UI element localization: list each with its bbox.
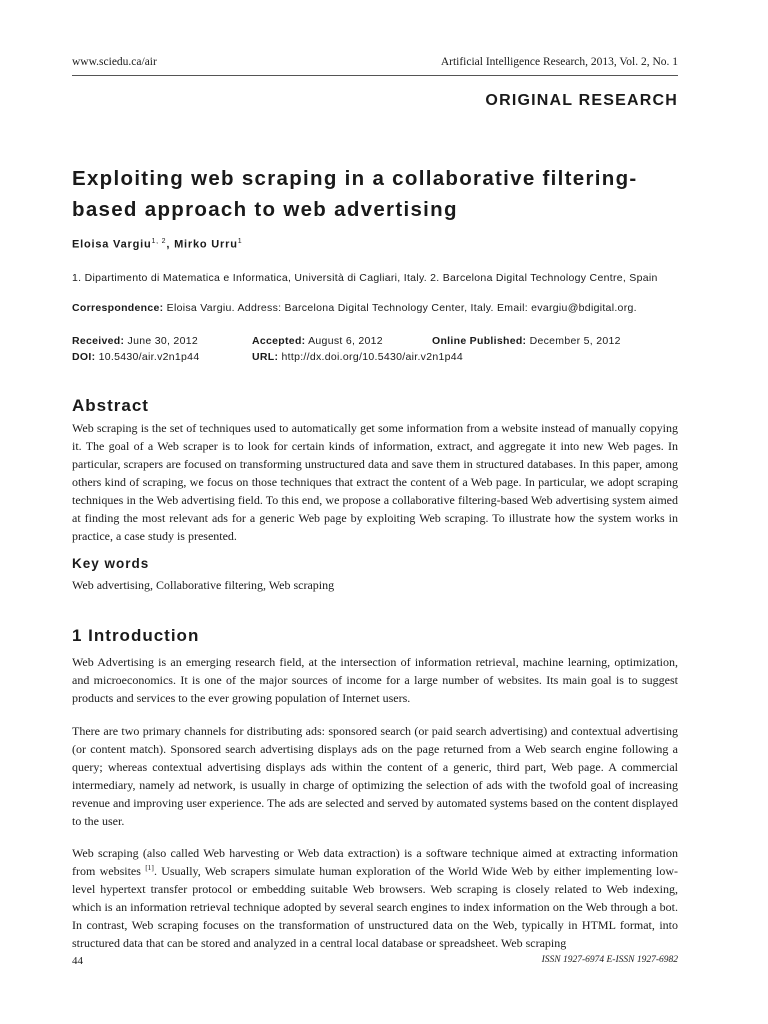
header-divider [72,75,678,76]
journal-url[interactable]: www.sciedu.ca/air [72,56,157,68]
correspondence-label: Correspondence: [72,302,164,314]
intro-paragraph-1: Web Advertising is an emerging research field, at the intersection of information retrieval, machine learning, optimization, and microeconomics. It is one of the major sources of income for a large number of websites. Its main goal is to suggest products and services to the ever growing population of Internet users. [72,655,678,705]
dates-row [72,333,678,349]
journal-citation: Artificial Intelligence Research, 2013, Vol. 2, No. 1 [440,56,678,68]
published-date [432,333,621,349]
citation-reference[interactable]: [1] [145,863,154,872]
abstract-text: Web scraping is the set of techniques used to automatically get some information from a website instead of manually copying it. The goal of a Web scraper is to look for certain kinds of information, extract, and aggregate it into new Web pages. In particular, scrapers are focused on transforming unstructured data and save them in structured databases. In this paper, among others kind of scraping, we focus on those techniques that extract the content of a Web page. In particular, we adopt scraping techniques in the Web advertising field. To this end, we propose a collaborative filtering-based Web advertising system aimed at finding the most relevant ads for a generic Web page by exploiting Web scraping. To illustrate how the system works in practice, a case study is presented. [72,421,678,543]
url-link[interactable]: http://dx.doi.org/10.5430/air.v2n1p44 [278,351,464,363]
intro-paragraph-3 [72,844,678,952]
received-date [72,333,198,349]
intro-paragraph-2: There are two primary channels for distributing ads: sponsored search (or paid search advertising) and contextual advertising (or content match). Sponsored search advertising displays ads on the page returned from a Web search engine following a query; whereas contextual advertising displays ads within the content of a generic, third part, Web page. A commercial intermediary, namely ad network, is usually in charge of optimizing the selection of ads with the twofold goal of increasing revenue and improving user experience. The ads are selected and served by automated systems based on the content displayed to the user. [72,724,678,828]
keywords-heading: Key words [72,556,150,571]
correspondence [72,302,678,314]
author-separator: , [166,238,175,251]
received-value: June 30, 2012 [124,335,198,347]
introduction-heading: 1 Introduction [72,626,200,645]
doi-label: DOI: [72,351,96,363]
author-name: Eloisa Vargiu [72,238,152,251]
running-header [72,56,678,72]
paragraph-text: . Usually, Web scrapers simulate human exploration of the World Wide Web by either implementing low-level hypertext transfer protocol or embedding suitable Web browsers. Web scraping is closely related to Web indexing, which is an information retrieval technique adopted by several search engines to index information on the Web through a bot. In contrast, Web scraping focuses on the transformation of unstructured data on the Web, typically in HTML format, into structured data that can be stored and analyzed in a central local database or spreadsheet. Web scraping [72,864,679,950]
accepted-value: August 6, 2012 [305,335,383,347]
correspondence-text: Eloisa Vargiu. Address: Barcelona Digital Technology Center, Italy. Email: evargiu@bdigital.org. [163,302,637,314]
author-affiliation-marker: 1, 2 [151,238,167,245]
url-label: URL: [252,351,279,363]
affiliations: 1. Dipartimento di Matematica e Informatica, Università di Cagliari, Italy. 2. Barcelona Digital Technology Centre, Spain [72,272,658,284]
identifiers-row [72,349,678,365]
accepted-date [252,333,383,349]
published-value: December 5, 2012 [526,335,621,347]
article-url [252,349,463,365]
article-title: Exploiting web scraping in a collaborative filtering-based approach to web advertising [72,167,638,221]
abstract-heading: Abstract [72,396,149,415]
doi-value[interactable]: 10.5430/air.v2n1p44 [95,351,200,363]
article-type: ORIGINAL RESEARCH [485,92,678,109]
published-label: Online Published: [432,335,527,347]
keywords-text: Web advertising, Collaborative filtering, Web scraping [72,578,335,592]
paragraph-text: Web scraping (also called Web harvesting or Web data extraction) is a software technique aimed at extracting information from websites [72,846,678,878]
author-affiliation-marker: 1 [237,238,243,245]
received-label: Received: [72,335,125,347]
author-list [72,238,242,251]
accepted-label: Accepted: [252,335,306,347]
issn: ISSN 1927-6974 E-ISSN 1927-6982 [541,955,678,965]
author-name: Mirko Urru [174,238,238,251]
page-number: 44 [72,955,83,967]
article-page [72,0,678,1024]
doi [72,349,199,365]
publication-dates [72,333,678,365]
